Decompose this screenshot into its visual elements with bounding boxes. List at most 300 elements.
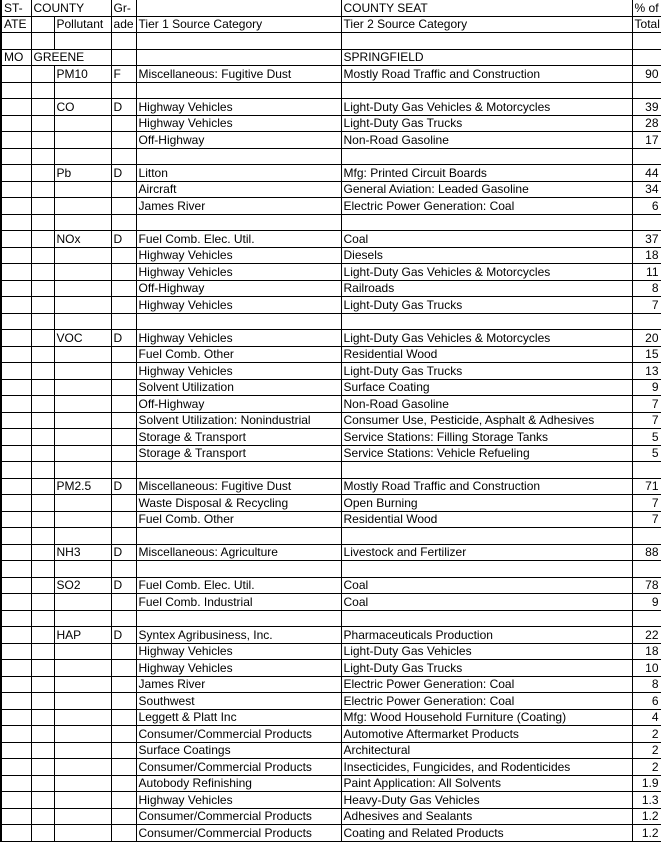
tier2-cell: Residential Wood (341, 346, 632, 363)
blank-cell (1, 280, 31, 297)
tier1-cell: Highway Vehicles (136, 363, 341, 380)
blank-cell (111, 412, 136, 429)
table-row (1, 247, 661, 264)
table-row (1, 330, 661, 347)
grade-cell: F (111, 66, 136, 83)
tier1-cell: Highway Vehicles (136, 99, 341, 116)
tier1-cell: Fuel Comb. Elec. Util. (136, 577, 341, 594)
table-row (1, 346, 661, 363)
tier1-cell: Fuel Comb. Other (136, 346, 341, 363)
table-row (1, 231, 661, 248)
blank-cell (31, 165, 54, 182)
pct-cell: 11 (632, 264, 661, 281)
tier2-cell: Electric Power Generation: Coal (341, 676, 632, 693)
spacer-row (1, 313, 661, 330)
blank-cell (136, 462, 341, 479)
blank-cell (54, 825, 111, 842)
blank-cell (31, 561, 54, 578)
blank-cell (1, 165, 31, 182)
blank-cell (136, 313, 341, 330)
grade-cell: D (111, 577, 136, 594)
pct-cell: 4 (632, 709, 661, 726)
table-row (1, 297, 661, 314)
tier1-cell: Off-Highway (136, 132, 341, 149)
grade-cell: D (111, 478, 136, 495)
blank-cell (31, 99, 54, 116)
pct-cell: 1.2 (632, 825, 661, 842)
pct-cell: 8 (632, 280, 661, 297)
blank-cell (31, 676, 54, 693)
blank-cell (1, 594, 31, 611)
blank-cell (1, 825, 31, 842)
blank-cell (1, 610, 31, 627)
blank-cell (31, 231, 54, 248)
blank-cell (1, 544, 31, 561)
header-row-2 (1, 16, 661, 33)
blank-cell (632, 528, 661, 545)
blank-cell (341, 528, 632, 545)
blank-cell (31, 396, 54, 413)
tier2-cell: Coal (341, 594, 632, 611)
blank-cell (31, 429, 54, 446)
blank-cell (54, 214, 111, 231)
blank-cell (111, 264, 136, 281)
table-row (1, 445, 661, 462)
blank-cell (31, 594, 54, 611)
blank-cell (31, 297, 54, 314)
blank-cell (341, 313, 632, 330)
grade-cell: D (111, 231, 136, 248)
blank-cell (1, 511, 31, 528)
blank-cell (54, 445, 111, 462)
blank-cell (111, 676, 136, 693)
table-row (1, 478, 661, 495)
pollutant-cell: PM10 (54, 66, 111, 83)
blank-cell (31, 577, 54, 594)
spacer-row (1, 462, 661, 479)
tier1-cell: Southwest (136, 693, 341, 710)
blank-cell (54, 528, 111, 545)
tier1-cell: Syntex Agribusiness, Inc. (136, 627, 341, 644)
blank-cell (111, 528, 136, 545)
grade-cell: D (111, 99, 136, 116)
blank-cell (54, 561, 111, 578)
blank-cell (31, 33, 54, 50)
tier2-cell: Automotive Aftermarket Products (341, 726, 632, 743)
pct-cell: 7 (632, 396, 661, 413)
blank-cell (111, 379, 136, 396)
table-row (1, 594, 661, 611)
pct-cell: 71 (632, 478, 661, 495)
tier2-cell: Light-Duty Gas Vehicles (341, 643, 632, 660)
pct-cell: 78 (632, 577, 661, 594)
blank-cell (111, 726, 136, 743)
blank-cell (111, 49, 136, 66)
tier1-cell: Consumer/Commercial Products (136, 759, 341, 776)
blank-cell (111, 709, 136, 726)
blank-cell (54, 33, 111, 50)
tier2-cell: Light-Duty Gas Vehicles & Motorcycles (341, 99, 632, 116)
blank-cell (54, 676, 111, 693)
table-row (1, 511, 661, 528)
table-row (1, 792, 661, 809)
table-row (1, 264, 661, 281)
tier2-cell: Architectural (341, 742, 632, 759)
blank-cell (31, 462, 54, 479)
pct-cell: 7 (632, 412, 661, 429)
tier1-cell: Highway Vehicles (136, 264, 341, 281)
tier2-cell: Service Stations: Vehicle Refueling (341, 445, 632, 462)
blank-cell (54, 198, 111, 215)
blank-cell (111, 825, 136, 842)
blank-cell (111, 346, 136, 363)
blank-cell (54, 610, 111, 627)
blank-cell (136, 49, 341, 66)
blank-cell (111, 181, 136, 198)
blank-cell (136, 561, 341, 578)
tier2-cell: Paint Application: All Solvents (341, 775, 632, 792)
table-row (1, 115, 661, 132)
tier2-cell: Open Burning (341, 495, 632, 512)
blank-cell (1, 660, 31, 677)
blank-cell (31, 660, 54, 677)
blank-cell (1, 709, 31, 726)
blank-cell (1, 148, 31, 165)
pct-cell: 2 (632, 759, 661, 776)
blank-cell (31, 313, 54, 330)
tier1-cell: Consumer/Commercial Products (136, 726, 341, 743)
blank-cell (54, 379, 111, 396)
blank-cell (136, 528, 341, 545)
blank-cell (632, 82, 661, 99)
blank-cell (31, 528, 54, 545)
tier1-cell: Storage & Transport (136, 445, 341, 462)
blank-cell (1, 462, 31, 479)
blank-cell (31, 82, 54, 99)
blank-cell (31, 627, 54, 644)
blank-cell (1, 82, 31, 99)
blank-cell (54, 594, 111, 611)
tier2-cell: Light-Duty Gas Trucks (341, 363, 632, 380)
tier1-cell: Storage & Transport (136, 429, 341, 446)
tier1-cell: Highway Vehicles (136, 297, 341, 314)
pct-cell: 9 (632, 379, 661, 396)
tier2-cell: Light-Duty Gas Trucks (341, 115, 632, 132)
blank-cell (54, 313, 111, 330)
pct-cell: 5 (632, 445, 661, 462)
blank-cell (31, 759, 54, 776)
blank-cell (632, 313, 661, 330)
blank-cell (1, 495, 31, 512)
table-row (1, 412, 661, 429)
blank-cell (111, 792, 136, 809)
blank-cell (1, 577, 31, 594)
tier1-cell: Highway Vehicles (136, 660, 341, 677)
tier2-cell: General Aviation: Leaded Gasoline (341, 181, 632, 198)
tier2-cell: Light-Duty Gas Vehicles & Motorcycles (341, 264, 632, 281)
blank-cell (111, 775, 136, 792)
blank-cell (111, 148, 136, 165)
tier2-cell: Non-Road Gasoline (341, 132, 632, 149)
blank-cell (1, 33, 31, 50)
blank-cell (1, 231, 31, 248)
blank-cell (31, 478, 54, 495)
header-grade-bottom: ade (111, 16, 136, 33)
pct-cell: 7 (632, 495, 661, 512)
tier2-cell: Electric Power Generation: Coal (341, 198, 632, 215)
tier2-cell: Livestock and Fertilizer (341, 544, 632, 561)
county-seat-cell: SPRINGFIELD (341, 49, 632, 66)
table-row (1, 165, 661, 182)
tier2-cell: Service Stations: Filling Storage Tanks (341, 429, 632, 446)
blank-cell (111, 495, 136, 512)
tier1-cell: Highway Vehicles (136, 330, 341, 347)
pct-cell: 7 (632, 297, 661, 314)
blank-cell (1, 775, 31, 792)
blank-cell (111, 363, 136, 380)
tier2-cell: Mostly Road Traffic and Construction (341, 478, 632, 495)
state-cell: MO (1, 49, 31, 66)
table-row (1, 693, 661, 710)
blank-cell (111, 313, 136, 330)
pct-cell: 18 (632, 643, 661, 660)
blank-cell (31, 412, 54, 429)
pollutant-cell: SO2 (54, 577, 111, 594)
header-state-bottom: ATE (1, 16, 31, 33)
blank-cell (1, 66, 31, 83)
blank-cell (1, 445, 31, 462)
blank-cell (1, 132, 31, 149)
tier1-cell: James River (136, 198, 341, 215)
blank-cell (1, 346, 31, 363)
grade-cell: D (111, 165, 136, 182)
blank-cell (111, 445, 136, 462)
blank-cell (54, 346, 111, 363)
table-row (1, 280, 661, 297)
tier1-cell: Highway Vehicles (136, 792, 341, 809)
header-tier1: Tier 1 Source Category (136, 16, 341, 33)
tier2-cell: Adhesives and Sealants (341, 808, 632, 825)
tier1-cell: Aircraft (136, 181, 341, 198)
header-county-blank (31, 16, 54, 33)
table-row (1, 627, 661, 644)
blank-cell (54, 429, 111, 446)
spacer-row (1, 148, 661, 165)
blank-cell (31, 363, 54, 380)
table-row (1, 495, 661, 512)
blank-cell (54, 247, 111, 264)
blank-cell (136, 214, 341, 231)
blank-cell (1, 297, 31, 314)
blank-cell (111, 759, 136, 776)
pct-cell: 7 (632, 511, 661, 528)
blank-cell (632, 49, 661, 66)
tier1-cell: Miscellaneous: Fugitive Dust (136, 478, 341, 495)
table-row (1, 775, 661, 792)
table-row (1, 759, 661, 776)
blank-cell (54, 280, 111, 297)
tier2-cell: Coal (341, 577, 632, 594)
blank-cell (111, 115, 136, 132)
blank-cell (31, 544, 54, 561)
blank-cell (1, 247, 31, 264)
blank-cell (31, 495, 54, 512)
table-row (1, 379, 661, 396)
blank-cell (1, 742, 31, 759)
tier1-cell: Litton (136, 165, 341, 182)
blank-cell (111, 280, 136, 297)
blank-cell (341, 610, 632, 627)
tier2-cell: Mostly Road Traffic and Construction (341, 66, 632, 83)
blank-cell (54, 709, 111, 726)
header-county: COUNTY (31, 0, 111, 16)
tier1-cell: Fuel Comb. Industrial (136, 594, 341, 611)
blank-cell (54, 148, 111, 165)
blank-cell (1, 693, 31, 710)
grade-cell: D (111, 627, 136, 644)
tier1-cell: Miscellaneous: Agriculture (136, 544, 341, 561)
pollutant-cell: NOx (54, 231, 111, 248)
spacer-row (1, 561, 661, 578)
tier1-cell: Consumer/Commercial Products (136, 808, 341, 825)
tier2-cell: Consumer Use, Pesticide, Asphalt & Adhesives (341, 412, 632, 429)
location-row (1, 49, 661, 66)
pct-cell: 9 (632, 594, 661, 611)
blank-cell (111, 610, 136, 627)
tier1-cell: Leggett & Platt Inc (136, 709, 341, 726)
blank-cell (341, 462, 632, 479)
blank-cell (1, 379, 31, 396)
table-row (1, 660, 661, 677)
blank-cell (1, 198, 31, 215)
tier1-cell: Miscellaneous: Fugitive Dust (136, 66, 341, 83)
blank-cell (31, 346, 54, 363)
blank-cell (54, 297, 111, 314)
blank-cell (341, 82, 632, 99)
blank-cell (1, 396, 31, 413)
blank-cell (54, 660, 111, 677)
blank-cell (111, 594, 136, 611)
tier2-cell: Light-Duty Gas Vehicles & Motorcycles (341, 330, 632, 347)
pollutant-cell: CO (54, 99, 111, 116)
blank-cell (54, 726, 111, 743)
spacer-row (1, 82, 661, 99)
table-row (1, 181, 661, 198)
pct-cell: 20 (632, 330, 661, 347)
table-row (1, 709, 661, 726)
pollutant-cell: PM2.5 (54, 478, 111, 495)
tier1-cell: James River (136, 676, 341, 693)
blank-cell (54, 808, 111, 825)
tier1-cell: Fuel Comb. Other (136, 511, 341, 528)
blank-cell (111, 462, 136, 479)
blank-cell (54, 181, 111, 198)
blank-cell (31, 742, 54, 759)
header-grade-top: Gr- (111, 0, 136, 16)
blank-cell (54, 643, 111, 660)
blank-cell (54, 742, 111, 759)
blank-cell (54, 495, 111, 512)
blank-cell (31, 792, 54, 809)
table-row (1, 808, 661, 825)
blank-cell (54, 462, 111, 479)
blank-cell (31, 825, 54, 842)
tier1-cell: Off-Highway (136, 280, 341, 297)
blank-cell (31, 264, 54, 281)
blank-cell (632, 610, 661, 627)
pct-cell: 34 (632, 181, 661, 198)
tier1-cell: Highway Vehicles (136, 643, 341, 660)
blank-cell (1, 99, 31, 116)
tier2-cell: Light-Duty Gas Trucks (341, 660, 632, 677)
blank-cell (1, 561, 31, 578)
blank-cell (111, 742, 136, 759)
blank-cell (31, 198, 54, 215)
pct-cell: 1.3 (632, 792, 661, 809)
blank-cell (632, 148, 661, 165)
pollutant-cell: Pb (54, 165, 111, 182)
pollutant-cell: NH3 (54, 544, 111, 561)
blank-cell (111, 247, 136, 264)
table-row (1, 825, 661, 842)
blank-cell (1, 792, 31, 809)
blank-cell (632, 561, 661, 578)
header-tier1-top (136, 0, 341, 16)
pollutant-cell: HAP (54, 627, 111, 644)
pct-cell: 44 (632, 165, 661, 182)
blank-cell (136, 148, 341, 165)
blank-cell (54, 412, 111, 429)
table-body (1, 0, 661, 842)
blank-cell (54, 132, 111, 149)
header-tier2: Tier 2 Source Category (341, 16, 632, 33)
tier1-cell: Highway Vehicles (136, 247, 341, 264)
table-row (1, 429, 661, 446)
pct-cell: 28 (632, 115, 661, 132)
pct-cell: 2 (632, 726, 661, 743)
tier2-cell: Surface Coating (341, 379, 632, 396)
blank-cell (111, 396, 136, 413)
blank-cell (1, 363, 31, 380)
blank-cell (1, 429, 31, 446)
pct-cell: 22 (632, 627, 661, 644)
blank-cell (1, 676, 31, 693)
blank-cell (1, 726, 31, 743)
table-row (1, 742, 661, 759)
table-row (1, 726, 661, 743)
tier1-cell: Fuel Comb. Elec. Util. (136, 231, 341, 248)
blank-cell (31, 247, 54, 264)
pct-cell: 5 (632, 429, 661, 446)
pct-cell: 6 (632, 693, 661, 710)
table-row (1, 396, 661, 413)
tier2-cell: Railroads (341, 280, 632, 297)
pct-cell: 6 (632, 198, 661, 215)
spacer-row (1, 528, 661, 545)
county-cell: GREENE (31, 49, 111, 66)
blank-cell (111, 693, 136, 710)
blank-cell (31, 66, 54, 83)
blank-cell (54, 115, 111, 132)
blank-cell (31, 511, 54, 528)
header-pollutant: Pollutant (54, 16, 111, 33)
tier1-cell: Solvent Utilization (136, 379, 341, 396)
blank-cell (31, 808, 54, 825)
tier2-cell: Coal (341, 231, 632, 248)
table-row (1, 643, 661, 660)
tier2-cell: Insecticides, Fungicides, and Rodenticides (341, 759, 632, 776)
blank-cell (31, 643, 54, 660)
